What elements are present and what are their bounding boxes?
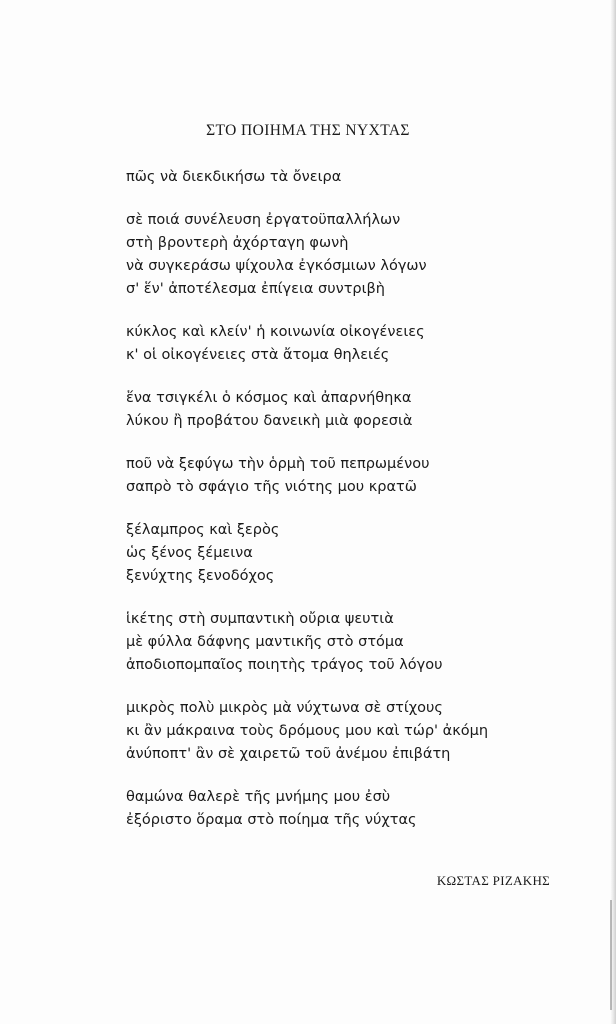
stanza [126, 786, 576, 832]
poem-line: σὲ ποιά συνέλευση ἐργατοϋπαλλήλων [126, 212, 401, 228]
poem-line: στὴ βροντερὴ ἀχόρταγη φωνὴ [126, 235, 349, 251]
stanza [126, 519, 576, 588]
poem-line: ἀνύποπτ' ἂν σὲ χαιρετῶ τοῦ ἀνέμου ἐπιβάτη [126, 746, 451, 762]
poem-line: σαπρὸ τὸ σφάγιο τῆς νιότης μου κρατῶ [126, 479, 417, 495]
poem-line: κύκλος καὶ κλείν' ἡ κοινωνία οἰκογένειες [126, 324, 425, 340]
poem-line: ὡς ξένος ξέμεινα [126, 545, 253, 561]
stanza [126, 697, 576, 766]
poem-author: ΚΩΣΤΑΣ ΡΙΖΑΚΗΣ [436, 873, 550, 888]
stanza [126, 321, 576, 367]
poem-line: μικρὸς πολὺ μικρὸς μὰ νύχτωνα σὲ στίχους [126, 700, 443, 716]
poem-line: θαμώνα θαλερὲ τῆς μνήμης μου ἐσὺ [126, 789, 391, 805]
poem-line: νὰ συγκεράσω ψίχουλα ἐγκόσμιων λόγων [126, 258, 427, 274]
poem-line: κ' οἱ οἰκογένειες στὰ ἄτομα θηλειές [126, 347, 390, 363]
poem-line: ἕνα τσιγκέλι ὁ κόσμος καὶ ἀπαρνήθηκα [126, 390, 412, 406]
poem-line: ἐξόριστο ὅραμα στὸ ποίημα τῆς νύχτας [126, 812, 417, 828]
stanza [126, 387, 576, 433]
poem-line: ξενύχτης ξενοδόχος [126, 568, 275, 584]
poem-body [126, 166, 576, 852]
poem-line: κι ἂν μάκραινα τοὺς δρόμους μου καὶ τώρ' ἀκόμη [126, 723, 489, 739]
poem-line: σ' ἕν' ἀποτέλεσμα ἐπίγεια συντριβὴ [126, 281, 385, 297]
poem-line: ἀποδιοπομπαῖος ποιητὴς τράγος τοῦ λόγου [126, 657, 443, 673]
stanza [126, 608, 576, 677]
page-edge-shadow [610, 0, 616, 1024]
stanza [126, 166, 576, 189]
poem-line: ποῦ νὰ ξεφύγω τὴν ὁρμὴ τοῦ πεπρωμένου [126, 456, 430, 472]
poem-line: ἱκέτης στὴ συμπαντικὴ οὔρια ψευτιὰ [126, 611, 394, 627]
stanza [126, 209, 576, 301]
poem-line: μὲ φύλλα δάφνης μαντικῆς στὸ στόμα [126, 634, 404, 650]
poem-title: ΣΤΟ ΠΟΙΗΜΑ ΤΗΣ ΝΥΧΤΑΣ [206, 122, 410, 139]
stanza [126, 453, 576, 499]
poem-line: ξέλαμπρος καὶ ξερὸς [126, 522, 280, 538]
poem-line: πῶς νὰ διεκδικήσω τὰ ὄνειρα [126, 169, 342, 185]
page-edge-mark [610, 900, 612, 1010]
poem-line: λύκου ἢ προβάτου δανεικὴ μιὰ φορεσιὰ [126, 413, 413, 429]
